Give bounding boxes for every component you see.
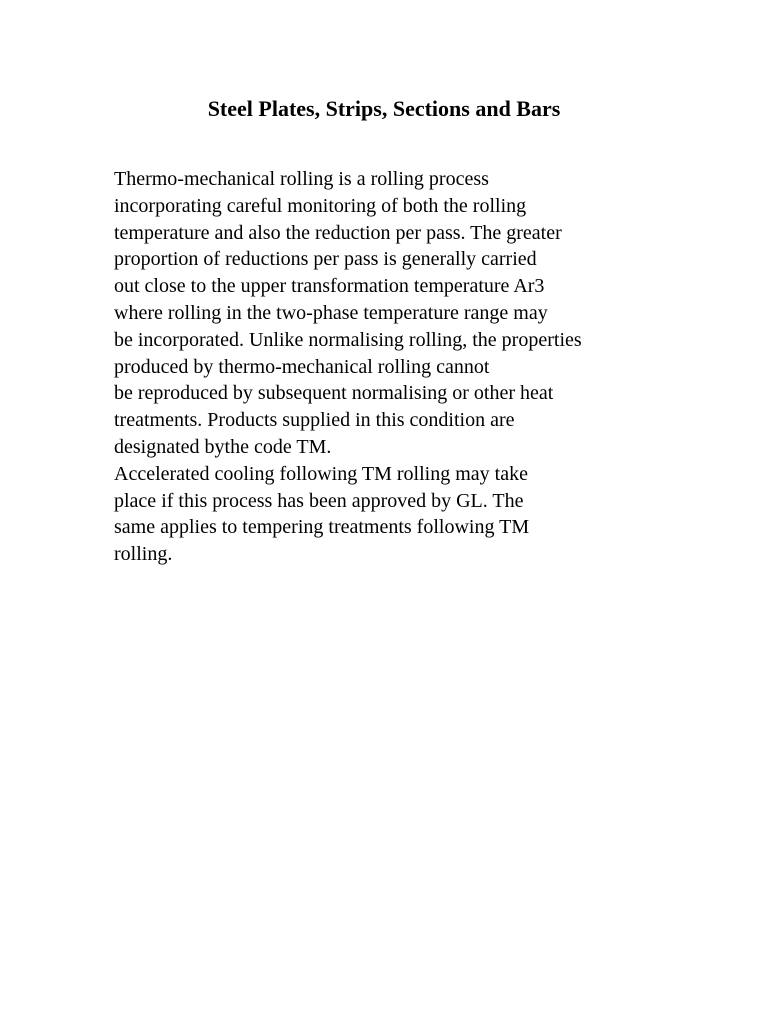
text-line: treatments. Products supplied in this condition are [114, 409, 515, 432]
text-line: where rolling in the two-phase temperature range may [114, 301, 548, 324]
text-line: out close to the upper transformation temperature Ar3 [114, 275, 545, 298]
text-line: designated bythe code TM. [114, 435, 332, 458]
text-line: produced by thermo-mechanical rolling cannot [114, 355, 490, 378]
text-line: incorporating careful monitoring of both the rolling [114, 194, 527, 217]
text-line: proportion of reductions per pass is generally carried [114, 248, 537, 271]
text-line: Thermo-mechanical rolling is a rolling process [114, 168, 489, 190]
text-line: be reproduced by subsequent normalising or other heat [114, 382, 554, 405]
text-line: same applies to tempering treatments following TM [114, 516, 530, 539]
body-text [114, 166, 674, 568]
text-line: be incorporated. Unlike normalising rolling, the properties [114, 328, 582, 351]
text-line: Accelerated cooling following TM rolling may take [114, 462, 528, 485]
text-line: temperature and also the reduction per pass. The greater [114, 221, 562, 244]
text-line: place if this process has been approved by GL. The [114, 489, 524, 512]
text-line: rolling. [114, 543, 173, 566]
page-title: Steel Plates, Strips, Sections and Bars [207, 96, 561, 121]
